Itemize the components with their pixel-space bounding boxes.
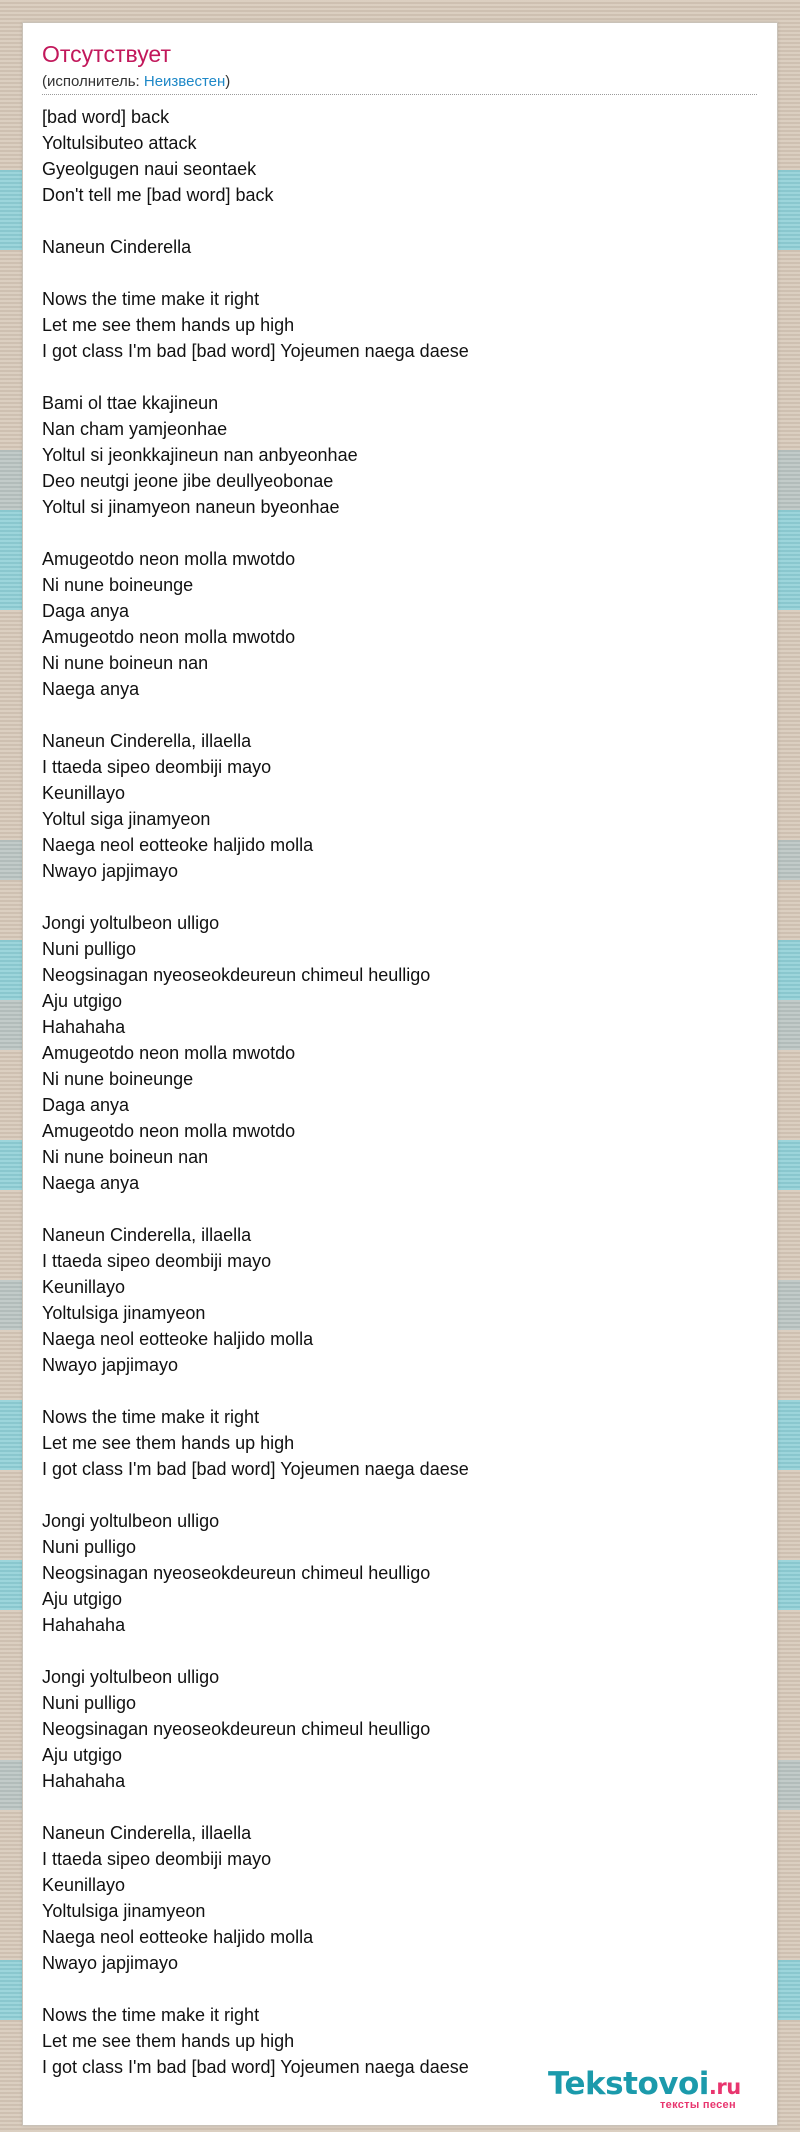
lyrics-card [22, 22, 778, 2126]
lyrics-line: Ni nune boineunge [42, 1069, 194, 1089]
lyrics-line: Amugeotdo neon molla mwotdo [42, 549, 296, 569]
lyrics-line: I ttaeda sipeo deombiji mayo [42, 1251, 272, 1271]
lyrics-line: Nuni pulligo [42, 1537, 137, 1557]
lyrics-line: Nwayo japjimayo [42, 1953, 179, 1973]
lyrics-line: Hahahaha [42, 1017, 126, 1037]
lyrics-line: Naega neol eotteoke haljido molla [42, 1927, 314, 1947]
lyrics-line: Nows the time make it right [42, 1407, 260, 1427]
lyrics-line: Gyeolgugen naui seontaek [42, 159, 257, 179]
lyrics-line: I got class I'm bad [bad word] Yojeumen naega daese [42, 2057, 469, 2077]
lyrics-line: Keunillayo [42, 783, 126, 803]
lyrics-line: Nuni pulligo [42, 1693, 137, 1713]
lyrics-line: Naega anya [42, 679, 140, 699]
logo-brand: Tekstovoi [548, 2066, 709, 2102]
lyrics-blank-line [42, 1378, 757, 1404]
lyrics-blank-line [42, 884, 757, 910]
artist-suffix: ) [225, 73, 231, 90]
lyrics-line: Naneun Cinderella, illaella [42, 731, 252, 751]
lyrics-line: I got class I'm bad [bad word] Yojeumen naega daese [42, 1459, 469, 1479]
lyrics-line: Ni nune boineunge [42, 575, 194, 595]
lyrics-line: Ni nune boineun nan [42, 1147, 209, 1167]
lyrics-line: Jongi yoltulbeon ulligo [42, 1511, 220, 1531]
lyrics-line: Yoltul siga jinamyeon [42, 809, 211, 829]
lyrics-line: Keunillayo [42, 1875, 126, 1895]
lyrics-line: Let me see them hands up high [42, 2031, 295, 2051]
lyrics-line: Amugeotdo neon molla mwotdo [42, 1043, 296, 1063]
logo-tagline: тексты песен [660, 2099, 736, 2111]
lyrics-line: Naega neol eotteoke haljido molla [42, 1329, 314, 1349]
lyrics-line: Yoltul si jeonkkajineun nan anbyeonhae [42, 445, 358, 465]
lyrics-line: Nows the time make it right [42, 289, 260, 309]
site-logo[interactable] [548, 2065, 768, 2119]
lyrics-line: Aju utgigo [42, 1745, 123, 1765]
lyrics-blank-line [42, 1196, 757, 1222]
lyrics-line: Amugeotdo neon molla mwotdo [42, 627, 296, 647]
artist-line [42, 73, 230, 91]
lyrics-line: Yoltulsiga jinamyeon [42, 1901, 206, 1921]
lyrics-line: Nuni pulligo [42, 939, 137, 959]
lyrics-blank-line [42, 1976, 757, 2002]
lyrics-line: Naega anya [42, 1173, 140, 1193]
lyrics-line: Naneun Cinderella, illaella [42, 1225, 252, 1245]
lyrics-line: Neogsinagan nyeoseokdeureun chimeul heulligo [42, 1563, 431, 1583]
lyrics-line: I ttaeda sipeo deombiji mayo [42, 757, 272, 777]
lyrics-line: Hahahaha [42, 1771, 126, 1791]
lyrics-line: Aju utgigo [42, 1589, 123, 1609]
lyrics-line: [bad word] back [42, 107, 170, 127]
lyrics-line: Deo neutgi jeone jibe deullyeobonae [42, 471, 334, 491]
lyrics-line: Nwayo japjimayo [42, 861, 179, 881]
lyrics-line: Nows the time make it right [42, 2005, 260, 2025]
lyrics-line: I got class I'm bad [bad word] Yojeumen naega daese [42, 341, 469, 361]
lyrics-line: Naneun Cinderella [42, 237, 192, 257]
lyrics-line: Nwayo japjimayo [42, 1355, 179, 1375]
lyrics-line: Ni nune boineun nan [42, 653, 209, 673]
lyrics-line: Amugeotdo neon molla mwotdo [42, 1121, 296, 1141]
lyrics-line: I ttaeda sipeo deombiji mayo [42, 1849, 272, 1869]
lyrics-blank-line [42, 1794, 757, 1820]
lyrics-line: Hahahaha [42, 1615, 126, 1635]
lyrics-line: Neogsinagan nyeoseokdeureun chimeul heulligo [42, 965, 431, 985]
lyrics-line: Yoltulsibuteo attack [42, 133, 197, 153]
lyrics-line: Daga anya [42, 1095, 130, 1115]
title-divider [42, 94, 757, 95]
logo-tld: .ru [708, 2075, 741, 2099]
lyrics-line: Jongi yoltulbeon ulligo [42, 913, 220, 933]
lyrics-blank-line [42, 1638, 757, 1664]
lyrics-blank-line [42, 260, 757, 286]
lyrics-blank-line [42, 208, 757, 234]
song-title: Отсутствует [42, 41, 171, 67]
lyrics-line: Daga anya [42, 601, 130, 621]
lyrics-blank-line [42, 520, 757, 546]
lyrics-line: Naneun Cinderella, illaella [42, 1823, 252, 1843]
lyrics-line: Yoltul si jinamyeon naneun byeonhae [42, 497, 340, 517]
lyrics-blank-line [42, 1482, 757, 1508]
lyrics-line: Don't tell me [bad word] back [42, 185, 274, 205]
lyrics-line: Let me see them hands up high [42, 315, 295, 335]
lyrics-line: Keunillayo [42, 1277, 126, 1297]
lyrics-line: Jongi yoltulbeon ulligo [42, 1667, 220, 1687]
lyrics-blank-line [42, 702, 757, 728]
lyrics-line: Bami ol ttae kkajineun [42, 393, 219, 413]
lyrics-line: Let me see them hands up high [42, 1433, 295, 1453]
artist-prefix: (исполнитель: [42, 73, 144, 90]
lyrics-line: Naega neol eotteoke haljido molla [42, 835, 314, 855]
lyrics-line: Aju utgigo [42, 991, 123, 1011]
lyrics-line: Neogsinagan nyeoseokdeureun chimeul heulligo [42, 1719, 431, 1739]
lyrics-blank-line [42, 364, 757, 390]
lyrics-line: Yoltulsiga jinamyeon [42, 1303, 206, 1323]
artist-link[interactable]: Неизвестен [143, 73, 226, 90]
lyrics-line: Nan cham yamjeonhae [42, 419, 228, 439]
lyrics-text [42, 104, 757, 2080]
